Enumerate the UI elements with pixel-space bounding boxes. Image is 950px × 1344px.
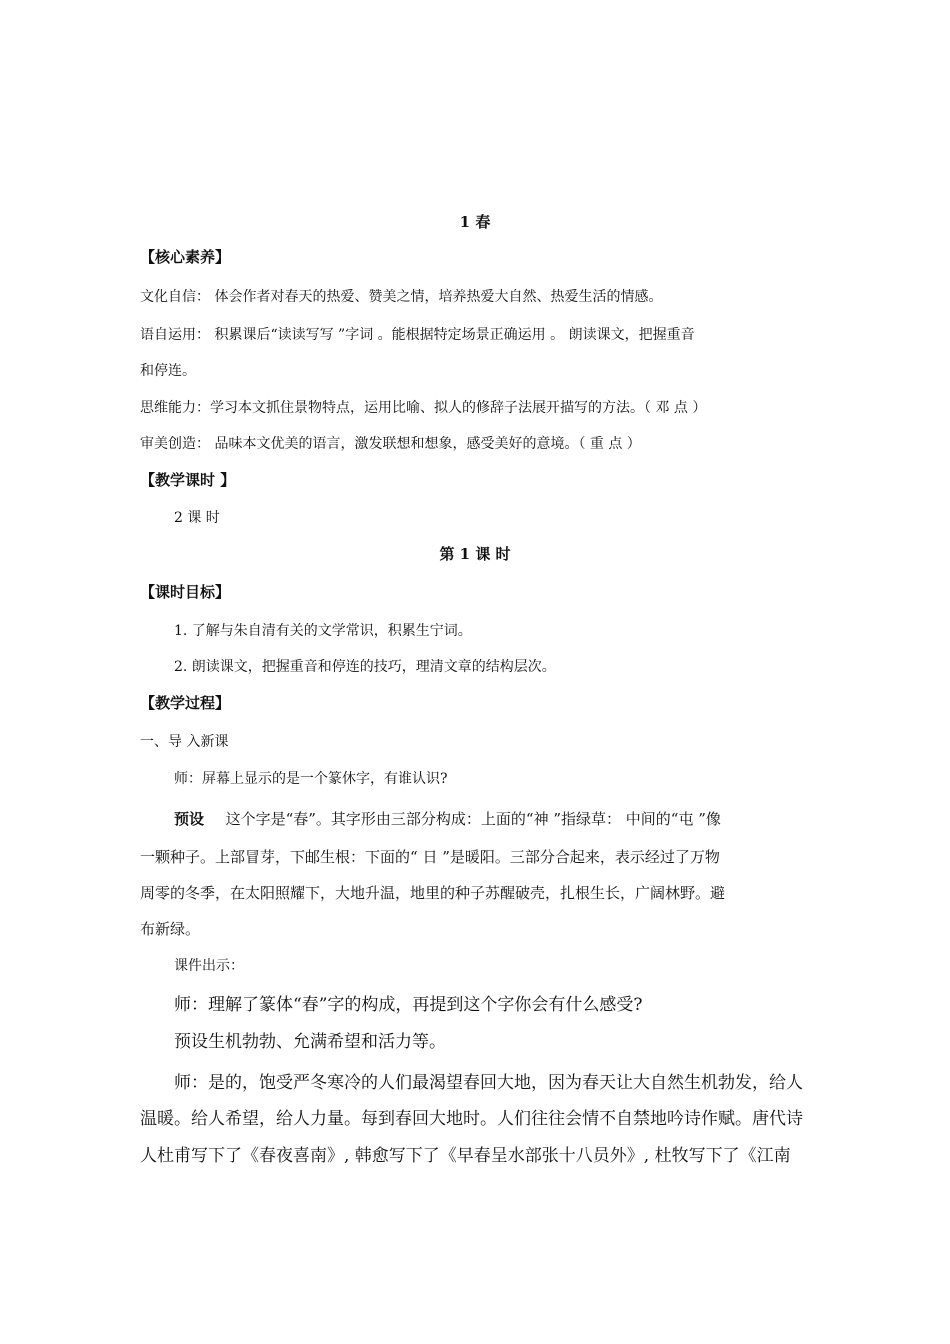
lesson-goal-2: 2. 朗读课文，把握重音和停连的技巧，理清文章的结构层次。 (174, 659, 556, 675)
section-intro-heading: 一、导 入新课 (140, 734, 229, 750)
core-item-aesthetic: 审美创造： 品味本文优美的语言，激发联想和想象，感受美好的意境。（ 重 点 ） (140, 436, 641, 452)
preset-line-3: 周零的冬季，在太阳照耀下，大地升温，地里的种子苏醒破壳，扎根生长，广阔林野。避 (140, 884, 726, 902)
teaching-hours-heading: 【教学课时 】 (140, 471, 236, 489)
teaching-hours-value: 2 课 时 (174, 510, 220, 526)
preset-line-4: 布新绿。 (140, 920, 201, 938)
document-title: 1 春 (459, 213, 491, 231)
courseware-label: 课件出示： (174, 958, 244, 974)
teacher-line-3a: 师：是的，饱受严冬寒冷的人们最渴望春回大地，因为春天让大自然生机勃发，给人 (174, 1073, 803, 1093)
lesson-goal-1: 1. 了解与朱自清有关的文学常识，积累生宁词。 (174, 623, 472, 639)
preset-line-5: 预设生机勃勃、允满希望和活力等。 (174, 1032, 446, 1052)
teacher-line-3c: 人杜甫写下了《春夜喜南》, 韩愈写下了《早春呈水部张十八员外》, 杜牧写下了《江南 (140, 1146, 791, 1166)
preset-line-1 (174, 808, 721, 829)
teacher-line-2: 师：理解了篆体“春”字的构成，再提到这个字你会有什么感受? (174, 995, 643, 1015)
preset-line-2: 一颗种子。上部冒芽，下邮生根：下面的“ 日 ”是暖阳。三部分合起来，表示经过了万物 (140, 848, 720, 866)
core-item-language: 语自运用： 积累课后“读读写写 ”字词 。能根据特定场景正确运用 。 朗读课文，把握重音 (140, 327, 695, 343)
lesson-goals-heading: 【课时目标】 (140, 583, 231, 601)
core-item-language-cont: 和停连。 (140, 363, 196, 379)
core-item-thinking: 思维能力：学习本文抓住景物特点，运用比喻、拟人的修辞子法展开描写的方法。（ 邓 点 ） (140, 400, 707, 416)
core-literacy-heading: 【核心素养】 (140, 248, 231, 266)
preset-label: 预设 (174, 810, 205, 828)
teacher-line-1: 师：屏幕上显示的是一个篆休字，有谁认识? (174, 771, 448, 787)
preset-text-1: 这个字是“春”。其字形由三部分构成：上面的“神 ”指绿草： 中间的“屯 ”像 (225, 810, 721, 828)
core-item-culture: 文化自信： 体会作者对春天的热爱、赞美之情，培养热爱大自然、热爱生活的情感。 (140, 289, 663, 305)
teaching-process-heading: 【教学过程】 (140, 694, 231, 712)
lesson-title: 第 1 课 时 (439, 545, 511, 563)
teacher-line-3b: 温暖。给人希望，给人力量。每到春回大地时。人们往往会情不自禁地吟诗作赋。唐代诗 (140, 1109, 803, 1129)
